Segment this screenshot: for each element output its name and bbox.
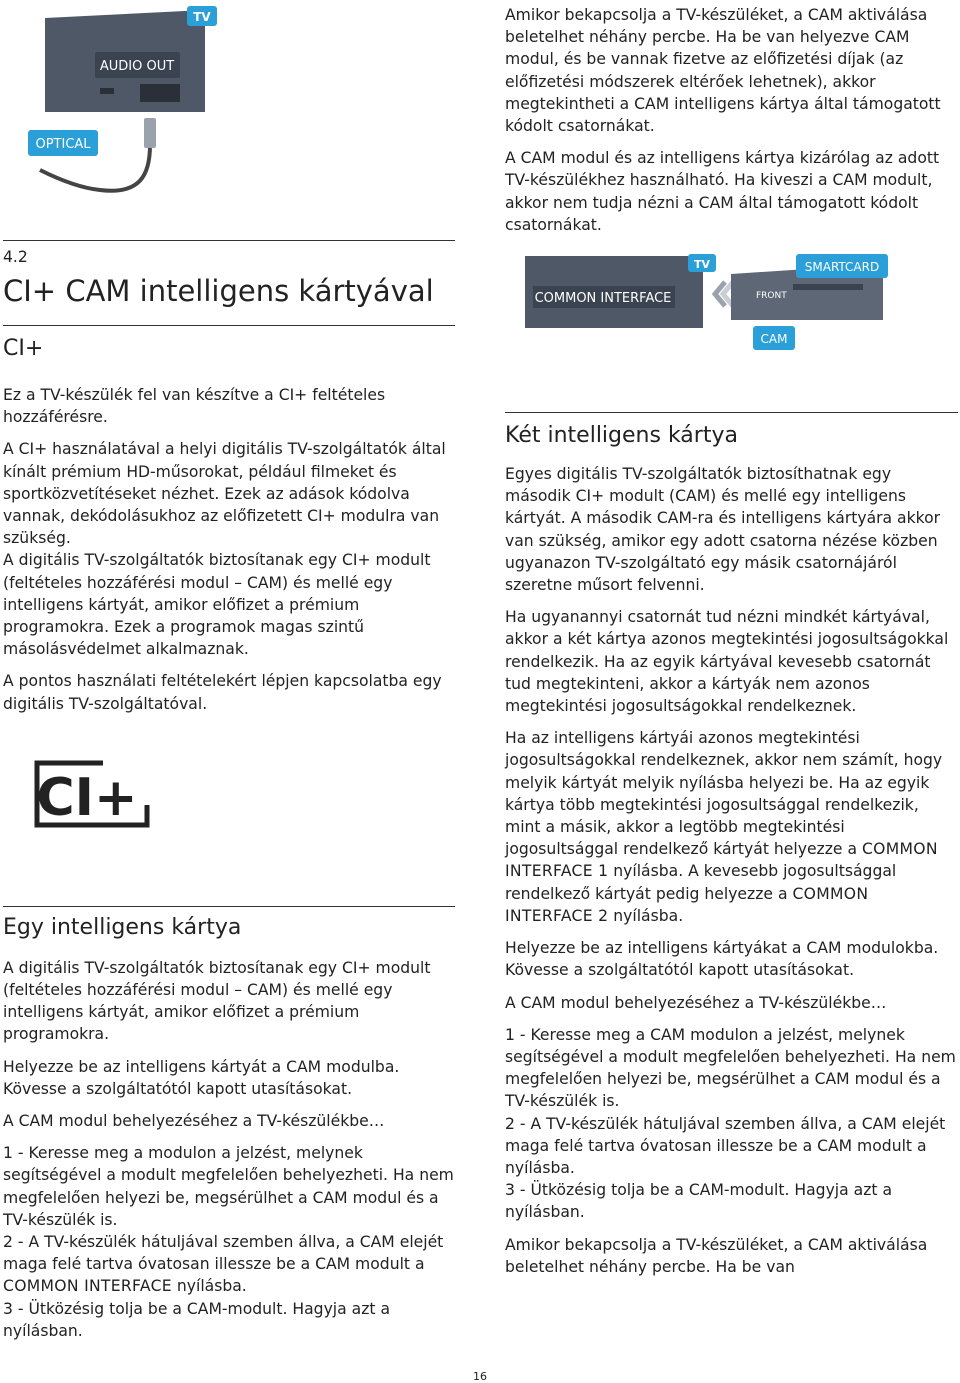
section-title: CI+ CAM intelligens kártyával	[3, 274, 434, 308]
ci-plus-logo-icon	[33, 755, 153, 835]
page-number: 16	[473, 1370, 487, 1383]
one-card-paragraph: A digitális TV-szolgáltatók biztosítanak egy CI+ modult (feltételes hozzáférési modul – CAM) és mellé egy intelligens kártyát, amikor előfizet a prémium programokra.	[3, 958, 431, 1044]
two-card-step: 1 - Keresse meg a CAM modulon a jelzést, melynek segítségével a modult megfelelően behelyezheti. Ha nem megfelelően helyezi be, megsérülhet a CAM modul és a TV-készülék is.	[505, 1025, 956, 1111]
one-card-step: 3 - Ütközésig tolja be a CAM-modult. Hagyja azt a nyílásban.	[3, 1299, 391, 1340]
two-card-paragraph: Helyezze be az intelligens kártyákat a CAM modulokba. Kövesse a szolgáltatótól kapott utasításokat.	[505, 939, 939, 980]
para-text: Ha az intelligens kártyái azonos megtekintési jogosultságokkal rendelkeznek, akkor nem számít, hogy melyik kártyát melyik nyílásba helyezi be. Ha az egyik kártya több megtekintési jogosultsággal rendelkezik, mint a másik, akkor a legtöbb megtekintési jogosultsággal rendelkező kártyát helyezze a	[505, 729, 943, 859]
ui-term: COMMON INTERFACE 2	[505, 884, 869, 925]
left-column	[3, 0, 455, 1342]
ci-paragraph: A digitális TV-szolgáltatók biztosítanak egy CI+ modult (feltételes hozzáférési modul – CAM) és mellé egy intelligens kártyát, amikor előfizet a prémium programokra. Ezek a programok magas szintű másolásvédelmet alkalmaznak.	[3, 551, 431, 659]
one-card-paragraph: A CAM modul behelyezéséhez a TV-készülékbe…	[3, 1112, 385, 1131]
section-number: 4.2	[3, 248, 28, 266]
smartcard-label: SMARTCARD	[804, 260, 880, 275]
ci-plus-logo	[33, 755, 153, 835]
ci-paragraph: A CI+ használatával a helyi digitális TV-szolgáltatók által kínált prémium HD-műsorokat, például filmeket és sportközvetítéseket nézhet. Ezek az adások kódolva vannak, dekódolásukhoz az előfizetett CI+ modulra van szükség.	[3, 440, 446, 548]
front-label: FRONT	[756, 291, 787, 302]
ui-term: COMMON INTERFACE 1	[505, 840, 938, 881]
tv-badge-label: TV	[693, 258, 711, 272]
ci-paragraph: A pontos használati feltételekért lépjen kapcsolatba egy digitális TV-szolgáltatóval.	[3, 672, 442, 713]
right-column	[505, 0, 958, 1278]
one-card-step: 1 - Keresse meg a modulon a jelzést, melynek segítségével a modult megfelelően behelyezheti. Ha nem megfelelően helyezi be, megsérülhet a CAM modul és a TV-készülék is.	[3, 1144, 454, 1229]
two-card-paragraph: Egyes digitális TV-szolgáltatók biztosíthatnak egy második CI+ modult (CAM) és mellé egy intelligens kártyát. A második CAM-ra és intelligens kártyára akkor van szükség, amikor egy adott csatorna nézése közben ugyanazon TV-szolgáltató egy másik csatornájáról szeretne műsort felvenni.	[505, 465, 941, 595]
optical-label: OPTICAL	[35, 137, 91, 152]
two-card-step: 3 - Ütközésig tolja be a CAM-modult. Hagyja azt a nyílásban.	[505, 1181, 893, 1222]
cam-label: CAM	[760, 332, 788, 347]
one-card-step	[3, 1231, 455, 1298]
two-card-paragraph: A CAM modul behelyezéséhez a TV-készülékbe…	[505, 993, 887, 1012]
two-card-paragraph: Amikor bekapcsolja a TV-készüléket, a CAM aktiválása beletelhet néhány percbe. Ha be van	[505, 1235, 928, 1276]
cam-paragraph: Amikor bekapcsolja a TV-készüléket, a CAM aktiválása beletelhet néhány percbe. Ha be van helyezve CAM modul, és be vannak fizetve az előfizetési díjak (az előfizetési módszerek eltérőek lehetnek), akkor megtekintheti a CAM intelligens kártya által támogatott kódolt csatornákat.	[505, 6, 941, 136]
step-text: 2 - A TV-készülék hátuljával szemben állva, a CAM elejét maga felé tartva óvatosan illessze be a CAM modult a	[3, 1233, 444, 1274]
cam-illustration	[503, 236, 958, 412]
audio-out-label: AUDIO OUT	[99, 59, 175, 74]
ci-plus-logo-text: CI+	[36, 767, 138, 828]
cam-figure	[503, 236, 958, 412]
two-card-paragraph: Ha ugyanannyi csatornát tud nézni mindkét kártyával, akkor a két kártya azonos megtekintési jogosultságokkal rendelkezik. Ha az egyik kártyával kevesebb csatornát tud megtekinteni, akkor a kártyák nem azonos megtekintési jogosultságokkal rendelkeznek.	[505, 608, 949, 716]
ui-term: COMMON INTERFACE	[3, 1277, 172, 1296]
two-card-step: 2 - A TV-készülék hátuljával szemben állva, a CAM elejét maga felé tartva óvatosan illessze be a CAM modult a nyílásba.	[505, 1114, 946, 1177]
step-text: nyílásba.	[171, 1277, 247, 1296]
two-card-paragraph	[505, 727, 958, 927]
common-interface-label: COMMON INTERFACE	[534, 291, 672, 307]
ci-paragraph: Ez a TV-készülék fel van készítve a CI+ feltételes hozzáférésre.	[3, 386, 386, 427]
cam-paragraph: A CAM modul és az intelligens kártya kizárólag az adott TV-készülékhez használható. Ha kiveszi a CAM modult, akkor nem tudja nézni a CAM által támogatott kódolt csatornákat.	[505, 149, 940, 234]
para-text: nyílásba.	[608, 906, 684, 925]
one-card-paragraph: Helyezze be az intelligens kártyát a CAM modulba. Kövesse a szolgáltatótól kapott utasításokat.	[3, 1057, 400, 1098]
ci-heading: CI+	[3, 336, 44, 361]
two-card-title: Két intelligens kártya	[505, 423, 738, 449]
tv-badge-label: TV	[193, 10, 211, 24]
one-card-title: Egy intelligens kártya	[3, 914, 242, 940]
para-text: nyílásba. A kevesebb jogosultsággal rendelkező kártyát pedig helyezze a	[505, 862, 897, 903]
